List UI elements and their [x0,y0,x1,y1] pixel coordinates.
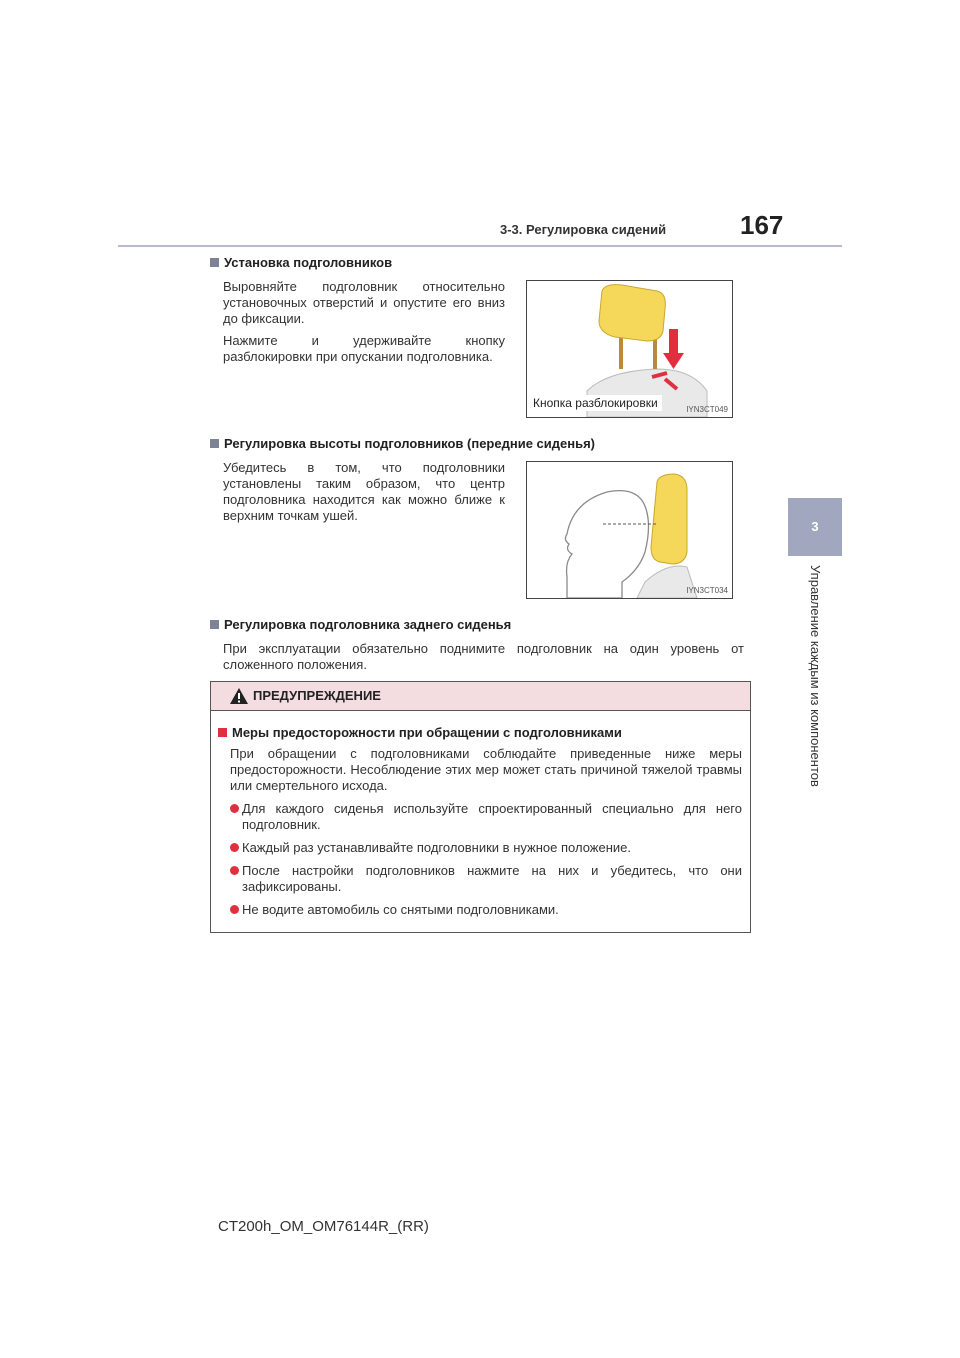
warning-bullet: Не водите автомобиль со снятыми подголовниками. [230,902,742,918]
warning-bullet: Для каждого сиденья используйте спроектированный специально для него подголовник. [230,801,742,833]
paragraph: Нажмите и удерживайте кнопку разблокировки при опускании подголовника. [223,333,505,364]
rear-text [223,641,744,679]
bullet-dot-icon [230,905,239,914]
warning-bullet: После настройки подголовников нажмите на них и убедитесь, что они зафиксированы. [230,863,742,895]
head-position-illustration [527,462,732,598]
paragraph: При эксплуатации обязательно поднимите подголовник на один уровень от сложенного положения. [223,641,744,672]
warning-triangle-icon [229,687,249,705]
square-bullet-icon [218,728,227,737]
chapter-tab-label: Управление каждым из компонентов [808,565,823,787]
square-bullet-icon [210,258,219,267]
figure-callout-label: Кнопка разблокировки [529,395,662,411]
document-id: CT200h_OM_OM76144R_(RR) [218,1218,429,1235]
chapter-tab[interactable]: 3 [788,498,842,556]
install-text [223,279,505,371]
square-bullet-icon [210,620,219,629]
section-heading-height: Регулировка высоты подголовников (передние сиденья) [210,436,595,451]
warning-header [211,682,750,711]
height-text [223,460,505,530]
section-heading-rear: Регулировка подголовника заднего сиденья [210,617,511,632]
header-divider [118,245,842,247]
bullet-dot-icon [230,866,239,875]
warning-body [230,746,742,918]
paragraph: Убедитесь в том, что подголовники установлены таким образом, что центр подголовника находится как можно ближе к верхним точкам ушей. [223,460,505,523]
bullet-dot-icon [230,804,239,813]
section-heading-install: Установка подголовников [210,255,392,270]
warning-intro: При обращении с подголовниками соблюдайте приведенные ниже меры предосторожности. Несоблюдение этих мер может стать причиной тяжелой травмы или смертельного исхода. [230,746,742,793]
warning-box [210,681,751,933]
bullet-dot-icon [230,843,239,852]
warning-title: ПРЕДУПРЕЖДЕНИЕ [253,688,381,703]
figure-code: IYN3CT034 [686,586,728,595]
square-bullet-icon [210,439,219,448]
warning-subtitle: Меры предосторожности при обращении с подголовниками [218,725,622,740]
figure-code: IYN3CT049 [686,405,728,414]
headrest-install-figure [526,280,733,418]
page-number: 167 [740,210,784,240]
warning-bullet: Каждый раз устанавливайте подголовники в нужное положение. [230,840,742,856]
paragraph: Выровняйте подголовник относительно установочных отверстий и опустите его вниз до фиксации. [223,279,505,326]
headrest-height-figure [526,461,733,599]
section-title: 3-3. Регулировка сидений [500,222,667,237]
